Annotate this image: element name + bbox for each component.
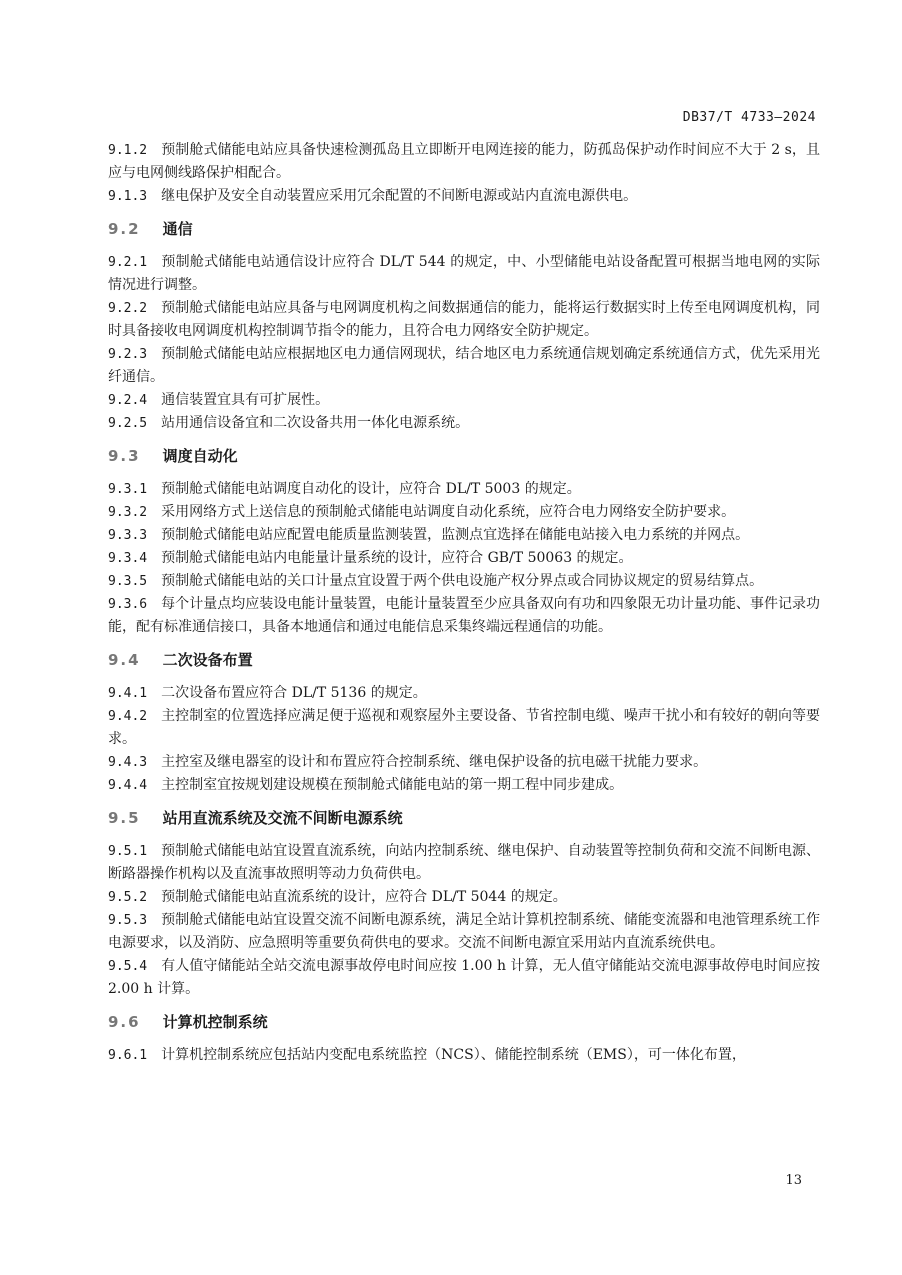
clause-number: 9.2.5 [108,416,148,431]
clause-number: 9.3.2 [108,505,148,520]
clause-paragraph [108,955,820,1001]
clause-text: 计算机控制系统应包括站内变配电系统监控（NCS）、储能控制系统（EMS），可一体化布置， [161,1047,746,1063]
clause-number: 9.5.3 [108,913,148,928]
clause-text: 预制舱式储能电站调度自动化的设计，应符合 DL/T 5003 的规定。 [161,481,581,497]
clause-paragraph [108,840,820,886]
clause-number: 9.3.4 [108,551,148,566]
clause-number: 9.2.1 [108,255,148,270]
clause-number: 9.5.4 [108,959,148,974]
clause-number: 9.1.3 [108,189,148,204]
clause-text: 继电保护及安全自动装置应采用冗余配置的不间断电源或站内直流电源供电。 [161,188,638,204]
section-number: 9.2 [108,220,141,238]
standard-code: DB37/T 4733—2024 [682,110,816,125]
section-heading [108,445,820,468]
clause-text: 预制舱式储能电站直流系统的设计，应符合 DL/T 5044 的规定。 [161,889,567,905]
clause-text: 主控室及继电器室的设计和布置应符合控制系统、继电保护设备的抗电磁干扰能力要求。 [161,754,708,770]
clause-paragraph [108,909,820,955]
clause-text: 预制舱式储能电站宜设置直流系统，向站内控制系统、继电保护、自动装置等控制负荷和交流不间断电源、断路器操作机构以及直流事故照明等动力负荷供电。 [108,843,820,882]
clause-text: 有人值守储能站全站交流电源事故停电时间应按 1.00 h 计算，无人值守储能站交流电源事故停电时间应按 2.00 h 计算。 [108,958,820,997]
clause-paragraph [108,751,820,774]
clause-paragraph [108,682,820,705]
clause-paragraph [108,412,820,435]
section-title: 调度自动化 [162,447,238,465]
section-heading [108,649,820,672]
clause-paragraph [108,389,820,412]
clause-text: 预制舱式储能电站内电能量计量系统的设计，应符合 GB/T 50063 的规定。 [161,550,633,566]
clause-paragraph [108,886,820,909]
section-number: 9.6 [108,1013,141,1031]
clause-number: 9.2.2 [108,301,148,316]
section-heading [108,218,820,241]
section-title: 通信 [162,220,193,238]
clause-number: 9.1.2 [108,143,148,158]
clause-text: 主控制室宜按规划建设规模在预制舱式储能电站的第一期工程中同步建成。 [161,777,624,793]
clause-number: 9.5.2 [108,890,148,905]
section-number: 9.3 [108,447,141,465]
clause-text: 每个计量点均应装设电能计量装置，电能计量装置至少应具备双向有功和四象限无功计量功能、事件记录功能，配有标准通信接口，具备本地通信和通过电能信息采集终端远程通信的功能。 [108,596,820,635]
clause-paragraph [108,1044,820,1067]
clause-text: 采用网络方式上送信息的预制舱式储能电站调度自动化系统，应符合电力网络安全防护要求。 [161,504,736,520]
clause-paragraph [108,139,820,185]
clause-number: 9.4.4 [108,778,148,793]
section-number: 9.4 [108,651,141,669]
section-number: 9.5 [108,809,141,827]
clause-text: 预制舱式储能电站宜设置交流不间断电源系统，满足全站计算机控制系统、储能变流器和电池管理系统工作电源要求，以及消防、应急照明等重要负荷供电的要求。交流不间断电源宜采用站内直流系统供电。 [108,912,820,951]
clause-text: 主控制室的位置选择应满足便于巡视和观察屋外主要设备、节省控制电缆、噪声干扰小和有较好的朝向等要求。 [108,708,820,747]
clause-text: 预制舱式储能电站应具备快速检测孤岛且立即断开电网连接的能力，防孤岛保护动作时间应不大于 2 s，且应与电网侧线路保护相配合。 [108,142,820,181]
clause-text: 预制舱式储能电站应配置电能质量监测装置，监测点宜选择在储能电站接入电力系统的并网点。 [161,527,750,543]
clause-number: 9.2.3 [108,347,148,362]
clause-paragraph [108,297,820,343]
section-heading [108,807,820,830]
section-title: 站用直流系统及交流不间断电源系统 [162,809,403,827]
clause-paragraph [108,251,820,297]
section-heading [108,1011,820,1034]
clause-number: 9.5.1 [108,844,148,859]
clause-text: 站用通信设备宜和二次设备共用一体化电源系统。 [161,415,470,431]
document-body [108,139,820,1067]
clause-paragraph [108,343,820,389]
clause-number: 9.3.3 [108,528,148,543]
clause-text: 二次设备布置应符合 DL/T 5136 的规定。 [161,685,427,701]
clause-text: 预制舱式储能电站应根据地区电力通信网现状，结合地区电力系统通信规划确定系统通信方式，优先采用光纤通信。 [108,346,820,385]
clause-paragraph [108,593,820,639]
clause-number: 9.4.2 [108,709,148,724]
clause-number: 9.3.6 [108,597,148,612]
clause-paragraph [108,547,820,570]
clause-number: 9.6.1 [108,1048,148,1063]
section-title: 计算机控制系统 [162,1013,268,1031]
clause-paragraph [108,524,820,547]
clause-text: 预制舱式储能电站的关口计量点宜设置于两个供电设施产权分界点或合同协议规定的贸易结算点。 [161,573,764,589]
clause-text: 通信装置宜具有可扩展性。 [161,392,330,408]
clause-paragraph [108,570,820,593]
clause-number: 9.2.4 [108,393,148,408]
clause-paragraph [108,478,820,501]
page-number: 13 [785,1173,802,1188]
section-title: 二次设备布置 [162,651,253,669]
clause-paragraph [108,774,820,797]
clause-paragraph [108,501,820,524]
clause-number: 9.3.5 [108,574,148,589]
clause-text: 预制舱式储能电站通信设计应符合 DL/T 544 的规定，中、小型储能电站设备配置可根据当地电网的实际情况进行调整。 [108,254,820,293]
clause-number: 9.3.1 [108,482,148,497]
clause-text: 预制舱式储能电站应具备与电网调度机构之间数据通信的能力，能将运行数据实时上传至电网调度机构，同时具备接收电网调度机构控制调节指令的能力，且符合电力网络安全防护规定。 [108,300,820,339]
clause-paragraph [108,185,820,208]
clause-number: 9.4.3 [108,755,148,770]
clause-paragraph [108,705,820,751]
clause-number: 9.4.1 [108,686,148,701]
